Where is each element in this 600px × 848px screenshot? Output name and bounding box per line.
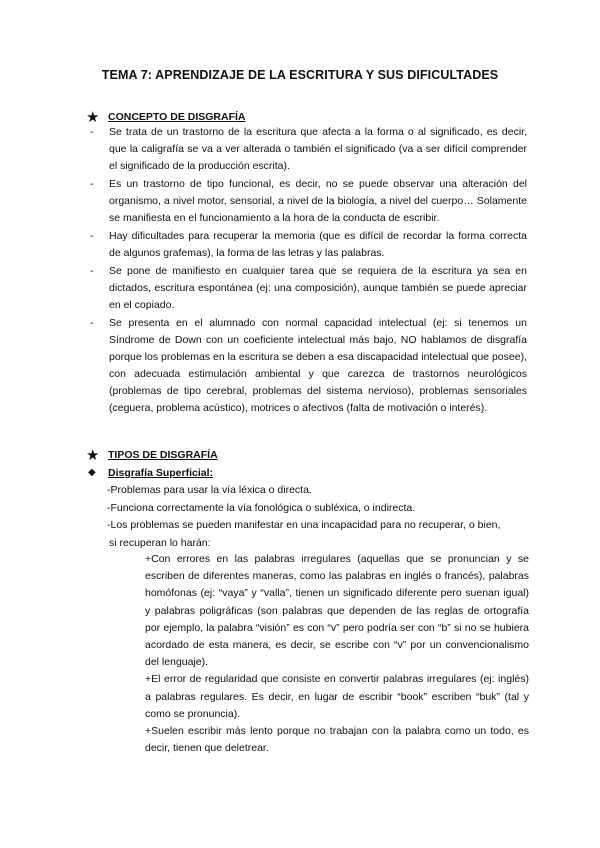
subheading-disgrafia-superficial: Disgrafía Superficial:	[108, 467, 214, 479]
text-line: -Problemas para usar la vía léxica o directa.	[107, 484, 312, 496]
section-heading-tipos: TIPOS DE DISGRAFÍA	[108, 449, 218, 461]
plus-item-text: +El error de regularidad que consiste en convertir palabras irregulares (ej: inglés) a palabras regulares. Es decir, en lugar de escribir “book” escriben “buk” (tal y como se pronuncia).	[145, 673, 529, 720]
list-item	[90, 228, 527, 262]
page-title: TEMA 7: APRENDIZAJE DE LA ESCRITURA Y SUS DIFICULTADES	[101, 68, 499, 82]
list-item-text: Se presenta en el alumnado con normal capacidad intelectual (ej: si tenemos un Síndrome de Down con un coeficiente intelectual más bajo, NO hablamos de disgrafía porque los problemas en la escritura se deben a esa discapacidad intelectual que posee), con adecuada estimulación ambiental y que carezca de trastornos neurológicos (problemas de tipo cerebral, problemas del sistema nervioso), problemas sensoriales (ceguera, problema acústico), motrices o afectivos (falta de motivación o interés).	[109, 317, 527, 414]
text-line: si recuperan lo harán:	[109, 536, 211, 549]
dash-marker: -	[90, 317, 94, 329]
dash-marker: -	[90, 126, 94, 138]
plus-list	[145, 551, 529, 757]
list-item-text: Se trata de un trastorno de la escritura que afecta a la forma o al significado, es decir, que la caligrafía se va a ver alterada o también el significado (va a ser difícil comprender el significado de la producción escrita).	[109, 126, 527, 172]
diamond-icon: ◆	[88, 467, 96, 478]
star-icon: ★	[86, 447, 100, 464]
concepto-list	[90, 124, 527, 418]
list-item-text: Hay dificultades para recuperar la memoria (que es difícil de recordar la forma correcta de algunos grafemas), la forma de las letras y las palabras.	[109, 230, 527, 259]
list-item	[90, 263, 527, 314]
superficial-lines	[107, 482, 529, 552]
plus-item-text: +Con errores en las palabras irregulares (aquellas que se pronuncian y se escriben de diferentes maneras, como las palabras en inglés o francés), palabras homófonas (ej: “vaya” y “valla”, tienen un significado diferente pero suenan igual) y palabras poligráficas (son palabras que dependen de las reglas de ortografía por ejemplo, la palabra “visión” es con “v” pero podría ser con “b” si no se hubiera acordado de esta manera, es decir, se escribe con “v” por un convencionalismo del lenguaje).	[145, 553, 529, 669]
list-item-text: Es un trastorno de tipo funcional, es decir, no se puede observar una alteración del organismo, a nivel motor, sensorial, a nivel de la biología, a nivel del cuerpo… Solamente se manifiesta en el funcionamiento a la hora de la conducta de escribir.	[109, 178, 527, 224]
dash-marker: -	[90, 230, 94, 242]
list-item	[90, 315, 527, 417]
star-icon: ★	[86, 109, 100, 126]
text-line: -Los problemas se pueden manifestar en una incapacidad para no recuperar, o bien,	[107, 519, 501, 531]
dash-marker: -	[90, 265, 94, 277]
list-item	[90, 124, 527, 175]
dash-marker: -	[90, 178, 94, 190]
list-item	[90, 176, 527, 227]
text-line: -Funciona correctamente la vía fonológica o subléxica, o indirecta.	[107, 501, 416, 514]
section-heading-concepto: CONCEPTO DE DISGRAFÍA	[108, 111, 246, 123]
plus-item-text: +Suelen escribir más lento porque no trabajan con la palabra como un todo, es decir, tienen que deletrear.	[145, 725, 529, 755]
list-item-text: Se pone de manifiesto en cualquier tarea que se requiera de la escritura ya sea en dictados, escritura espontánea (ej: una composición), aunque también se puede apreciar en el copiado.	[109, 265, 527, 311]
